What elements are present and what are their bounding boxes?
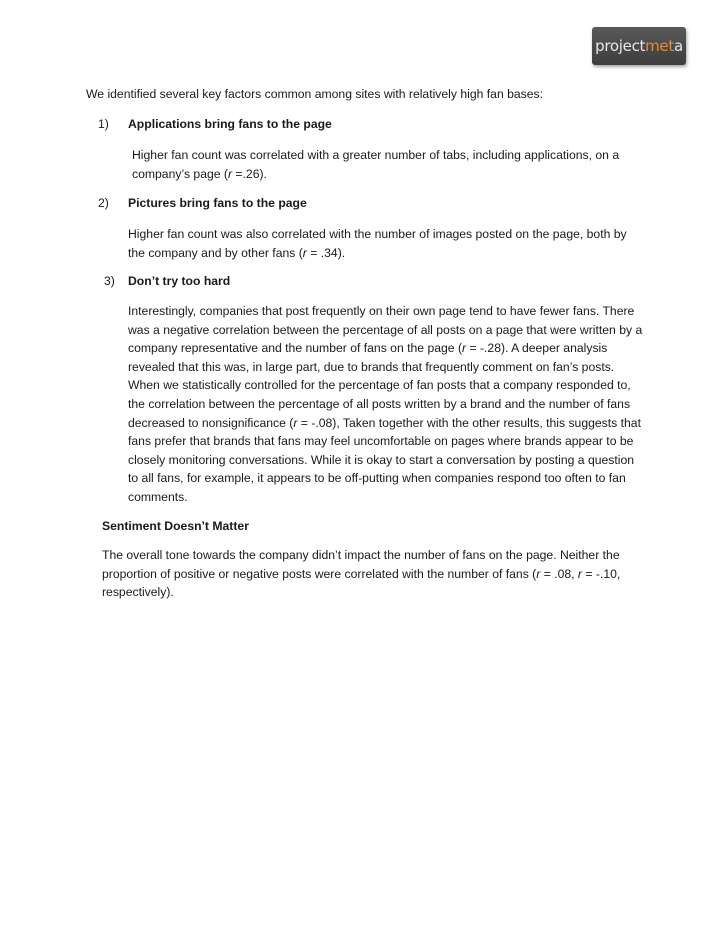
item-2-number: 2) — [98, 196, 109, 210]
item-3-heading: Don’t try too hard — [128, 274, 231, 288]
item-2-heading: Pictures bring fans to the page — [128, 196, 307, 210]
item-1-number: 1) — [98, 117, 109, 131]
item-1-body: Higher fan count was correlated with a greater number of tabs, including applications, on a company’s page (r =.26). — [132, 148, 620, 181]
item-1-heading: Applications bring fans to the page — [128, 117, 332, 131]
intro-sentence: We identified several key factors common among sites with relatively high fan bases: — [86, 87, 544, 101]
sentiment-body: The overall tone towards the company didn’t impact the number of fans on the page. Neither the proportion of positive or negative posts were correlated with the number of fans (r = .08, r = -.10, respectively). — [102, 548, 621, 600]
logo-text: projectmeta — [595, 36, 683, 55]
projectmetal-logo — [592, 27, 686, 65]
sentiment-heading: Sentiment Doesn’t Matter — [102, 519, 249, 533]
item-3-body: Interestingly, companies that post frequently on their own page tend to have fewer fans. There was a negative correlation between the percentage of all posts on a page that were written by a company representative and the number of fans on the page (r = -.28). A deeper analysis revealed that this was, in large part, due to brands that frequently comment on fan’s posts. When we statistically controlled for the percentage of fan posts that a company responded to, the correlation between the percentage of all posts written by a brand and the number of fans decreased to nonsignificance (r = -.08), Taken together with the other results, this suggests that fans prefer that brands that fans may feel uncomfortable on pages where brands appear to be closely monitoring conversations. While it is okay to start a conversation by posting a question to all fans, for example, it appears to be off-putting when companies respond too often to fan comments. — [128, 304, 643, 504]
item-2-body: Higher fan count was also correlated with the number of images posted on the page, both by the company and by other fans (r = .34). — [128, 227, 627, 260]
item-3-number: 3) — [104, 274, 115, 288]
